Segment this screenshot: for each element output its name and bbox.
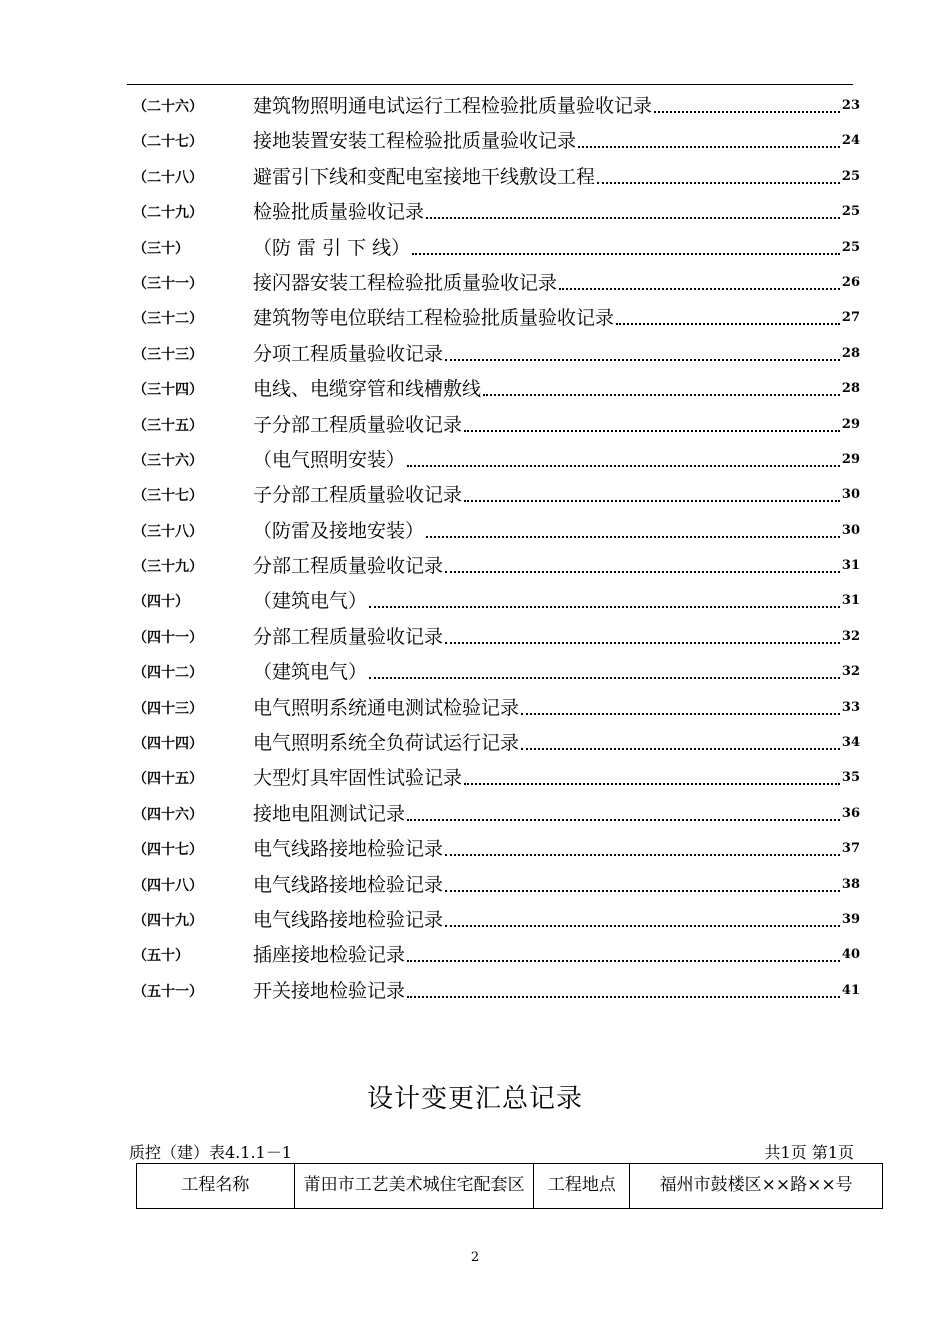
dot-leader [578, 146, 840, 148]
dot-leader [369, 677, 840, 679]
toc-entry-title-line [253, 339, 842, 366]
dot-leader [616, 323, 840, 325]
toc-entry-page: 26 [841, 274, 860, 290]
dot-leader [597, 182, 840, 184]
toc-entry-number: （四十九） [133, 912, 203, 929]
dot-leader [426, 217, 840, 219]
toc-entry-title-line [253, 870, 842, 897]
toc-entry-title-line [253, 551, 842, 578]
toc-entry-number: （二十九） [133, 205, 203, 222]
toc-entry-title-line [253, 374, 842, 401]
toc-entry-title: 电线、电缆穿管和线槽敷线 [253, 378, 482, 401]
toc-entry[interactable] [0, 336, 950, 371]
toc-entry-number: （四十八） [133, 877, 203, 894]
toc-entry-title: 分项工程质量验收记录 [253, 342, 444, 365]
toc-entry-number: （五十一） [133, 983, 203, 1000]
dot-leader [369, 606, 840, 608]
toc-entry-title: 分部工程质量验收记录 [253, 625, 444, 648]
toc-entry-title: 开关接地检验记录 [253, 979, 406, 1002]
toc-entry[interactable] [0, 725, 950, 760]
toc-entry-page: 25 [841, 239, 860, 255]
toc-entry-number: （三十六） [133, 452, 203, 469]
page-count: 共1页 第1页 [764, 1143, 854, 1162]
toc-entry-title: 建筑物照明通电试运行工程检验批质量验收记录 [253, 95, 653, 117]
toc-entry-number: （四十） [133, 594, 189, 611]
toc-entry-page: 30 [841, 522, 860, 538]
toc-entry-number: （四十五） [133, 771, 203, 788]
toc-entry-title-line [253, 162, 842, 189]
toc-entry-page: 23 [841, 98, 860, 113]
toc-entry-page: 29 [841, 416, 860, 432]
toc-entry-number: （三十） [133, 240, 189, 257]
toc-entry-title: 电气线路接地检验记录 [253, 838, 444, 861]
toc-entry-page: 30 [841, 487, 860, 503]
toc-entry[interactable] [0, 973, 950, 1008]
toc-entry-page: 28 [841, 381, 860, 397]
toc-entry-title: （建筑电气） [253, 590, 368, 613]
dot-leader [521, 713, 840, 715]
dot-leader [412, 253, 840, 255]
toc-entry-title-line [253, 976, 842, 1003]
dot-leader [559, 288, 840, 290]
toc-entry-number: （四十六） [133, 806, 203, 823]
dot-leader [426, 536, 840, 538]
toc-entry-number: （三十五） [133, 417, 203, 434]
toc-entry[interactable] [0, 902, 950, 937]
toc-entry-title-line [253, 268, 842, 295]
toc-entry-title-line [253, 126, 842, 153]
toc-entry-page: 36 [841, 805, 860, 821]
table-of-contents [0, 88, 950, 1008]
table-row [137, 1164, 883, 1209]
toc-entry-title: （防 雷 引 下 线） [253, 236, 411, 259]
toc-entry[interactable] [0, 690, 950, 725]
toc-entry-title-line [253, 233, 842, 260]
page-number: 2 [470, 1250, 480, 1265]
dot-leader [464, 783, 840, 785]
toc-entry-title-line [253, 622, 842, 649]
toc-entry-title: 电气线路接地检验记录 [253, 908, 444, 931]
toc-entry-page: 29 [841, 451, 860, 467]
toc-entry[interactable] [0, 123, 950, 158]
toc-entry-page: 28 [841, 345, 860, 361]
toc-entry-number: （四十二） [133, 665, 203, 682]
toc-entry-title: 插座接地检验记录 [253, 944, 406, 967]
dot-leader [464, 500, 840, 502]
toc-entry-title-line [253, 91, 842, 118]
toc-entry-title: 检验批质量验收记录 [253, 201, 425, 224]
toc-entry[interactable] [0, 265, 950, 300]
toc-entry-page: 32 [841, 664, 860, 680]
toc-entry-title-line [253, 728, 842, 755]
toc-entry-title-line [253, 410, 842, 437]
dot-leader [407, 996, 840, 998]
toc-entry-title: 避雷引下线和变配电室接地干线敷设工程 [253, 165, 596, 188]
toc-entry[interactable] [0, 796, 950, 831]
dot-leader [445, 854, 840, 856]
toc-entry-title: 接地装置安装工程检验批质量验收记录 [253, 130, 577, 153]
toc-entry-number: （四十七） [133, 842, 203, 859]
toc-entry-number: （四十一） [133, 629, 203, 646]
toc-entry[interactable] [0, 867, 950, 902]
toc-entry[interactable] [0, 513, 950, 548]
toc-entry-page: 31 [841, 558, 860, 574]
toc-entry[interactable] [0, 407, 950, 442]
toc-entry-number: （三十二） [133, 311, 203, 328]
toc-entry-title-line [253, 657, 842, 684]
toc-entry[interactable] [0, 230, 950, 265]
toc-entry-title: 电气照明系统通电测试检验记录 [253, 696, 520, 719]
toc-entry-title-line [253, 586, 842, 613]
toc-entry-title-line [253, 303, 842, 330]
toc-entry[interactable] [0, 760, 950, 795]
toc-entry[interactable] [0, 194, 950, 229]
toc-entry-title-line [253, 516, 842, 543]
dot-leader [407, 819, 840, 821]
dot-leader [521, 748, 840, 750]
toc-entry-page: 41 [841, 982, 860, 998]
toc-entry-page: 33 [841, 699, 860, 715]
toc-entry-title-line [253, 197, 842, 224]
project-location-value: 福州市鼓楼区××路××号 [630, 1164, 883, 1209]
toc-entry-page: 27 [841, 310, 860, 326]
toc-entry-title-line [253, 480, 842, 507]
toc-entry-number: （三十九） [133, 559, 203, 576]
toc-entry-page: 31 [841, 593, 860, 609]
toc-entry-page: 37 [841, 841, 860, 857]
toc-entry-number: （五十） [133, 948, 189, 965]
form-code: 质控（建）表4.1.1－1 [129, 1143, 292, 1162]
toc-entry-title-line [253, 445, 842, 472]
toc-entry-number: （三十一） [133, 275, 203, 292]
toc-entry-title: 分部工程质量验收记录 [253, 555, 444, 578]
toc-entry-page: 25 [841, 168, 860, 184]
toc-entry[interactable] [0, 371, 950, 406]
dot-leader [445, 642, 840, 644]
toc-entry-title-line [253, 834, 842, 861]
toc-entry[interactable] [0, 619, 950, 654]
toc-entry-title: 接地电阻测试记录 [253, 802, 406, 825]
project-name-label: 工程名称 [137, 1164, 295, 1209]
toc-entry-title-line [253, 905, 842, 932]
toc-entry[interactable] [0, 159, 950, 194]
toc-entry-title-line [253, 940, 842, 967]
toc-entry-title-line [253, 763, 842, 790]
dot-leader [407, 960, 840, 962]
toc-entry-title-line [253, 693, 842, 720]
toc-entry[interactable] [0, 831, 950, 866]
toc-entry-title: 接闪器安装工程检验批质量验收记录 [253, 271, 558, 294]
toc-entry-page: 34 [841, 735, 860, 751]
toc-entry-number: （二十六） [133, 99, 203, 115]
dot-leader [464, 430, 840, 432]
toc-entry-page: 40 [841, 947, 860, 963]
dot-leader [445, 359, 840, 361]
toc-entry-number: （四十三） [133, 700, 203, 717]
project-name-value: 莆田市工艺美术城住宅配套区 [294, 1164, 534, 1209]
project-location-label: 工程地点 [534, 1164, 630, 1209]
toc-entry-page: 24 [841, 133, 860, 149]
toc-entry[interactable] [0, 583, 950, 618]
toc-entry[interactable] [0, 654, 950, 689]
dot-leader [483, 394, 840, 396]
toc-entry[interactable] [0, 937, 950, 972]
toc-entry-title: （防雷及接地安装） [253, 519, 425, 542]
toc-entry-page: 25 [841, 204, 860, 220]
project-info-table [136, 1163, 883, 1209]
top-rule [127, 84, 853, 85]
dot-leader [445, 571, 840, 573]
toc-entry[interactable] [0, 88, 950, 123]
dot-leader [654, 111, 840, 113]
toc-entry[interactable] [0, 442, 950, 477]
document-title: 设计变更汇总记录 [366, 1084, 583, 1114]
toc-entry-title: 子分部工程质量验收记录 [253, 413, 463, 436]
toc-entry[interactable] [0, 548, 950, 583]
toc-entry-title: （建筑电气） [253, 661, 368, 684]
toc-entry-title: 电气照明系统全负荷试运行记录 [253, 732, 520, 755]
toc-entry-title-line [253, 799, 842, 826]
toc-entry-title: 电气线路接地检验记录 [253, 873, 444, 896]
dot-leader [445, 890, 840, 892]
toc-entry-number: （二十七） [133, 134, 203, 151]
toc-entry-page: 32 [841, 628, 860, 644]
toc-entry-number: （三十三） [133, 346, 203, 363]
dot-leader [445, 925, 840, 927]
toc-entry-page: 39 [841, 911, 860, 927]
toc-entry-page: 35 [841, 770, 860, 786]
toc-entry-number: （三十四） [133, 382, 203, 399]
toc-entry-number: （三十七） [133, 488, 203, 505]
toc-entry-title: （电气照明安装） [253, 448, 406, 471]
toc-entry-title: 建筑物等电位联结工程检验批质量验收记录 [253, 307, 615, 330]
toc-entry[interactable] [0, 300, 950, 335]
toc-entry-page: 38 [841, 876, 860, 892]
toc-entry-number: （三十八） [133, 523, 203, 540]
toc-entry-title: 子分部工程质量验收记录 [253, 484, 463, 507]
dot-leader [407, 465, 840, 467]
toc-entry-number: （四十四） [133, 736, 203, 753]
toc-entry-title: 大型灯具牢固性试验记录 [253, 767, 463, 790]
toc-entry[interactable] [0, 477, 950, 512]
toc-entry-number: （二十八） [133, 169, 203, 186]
